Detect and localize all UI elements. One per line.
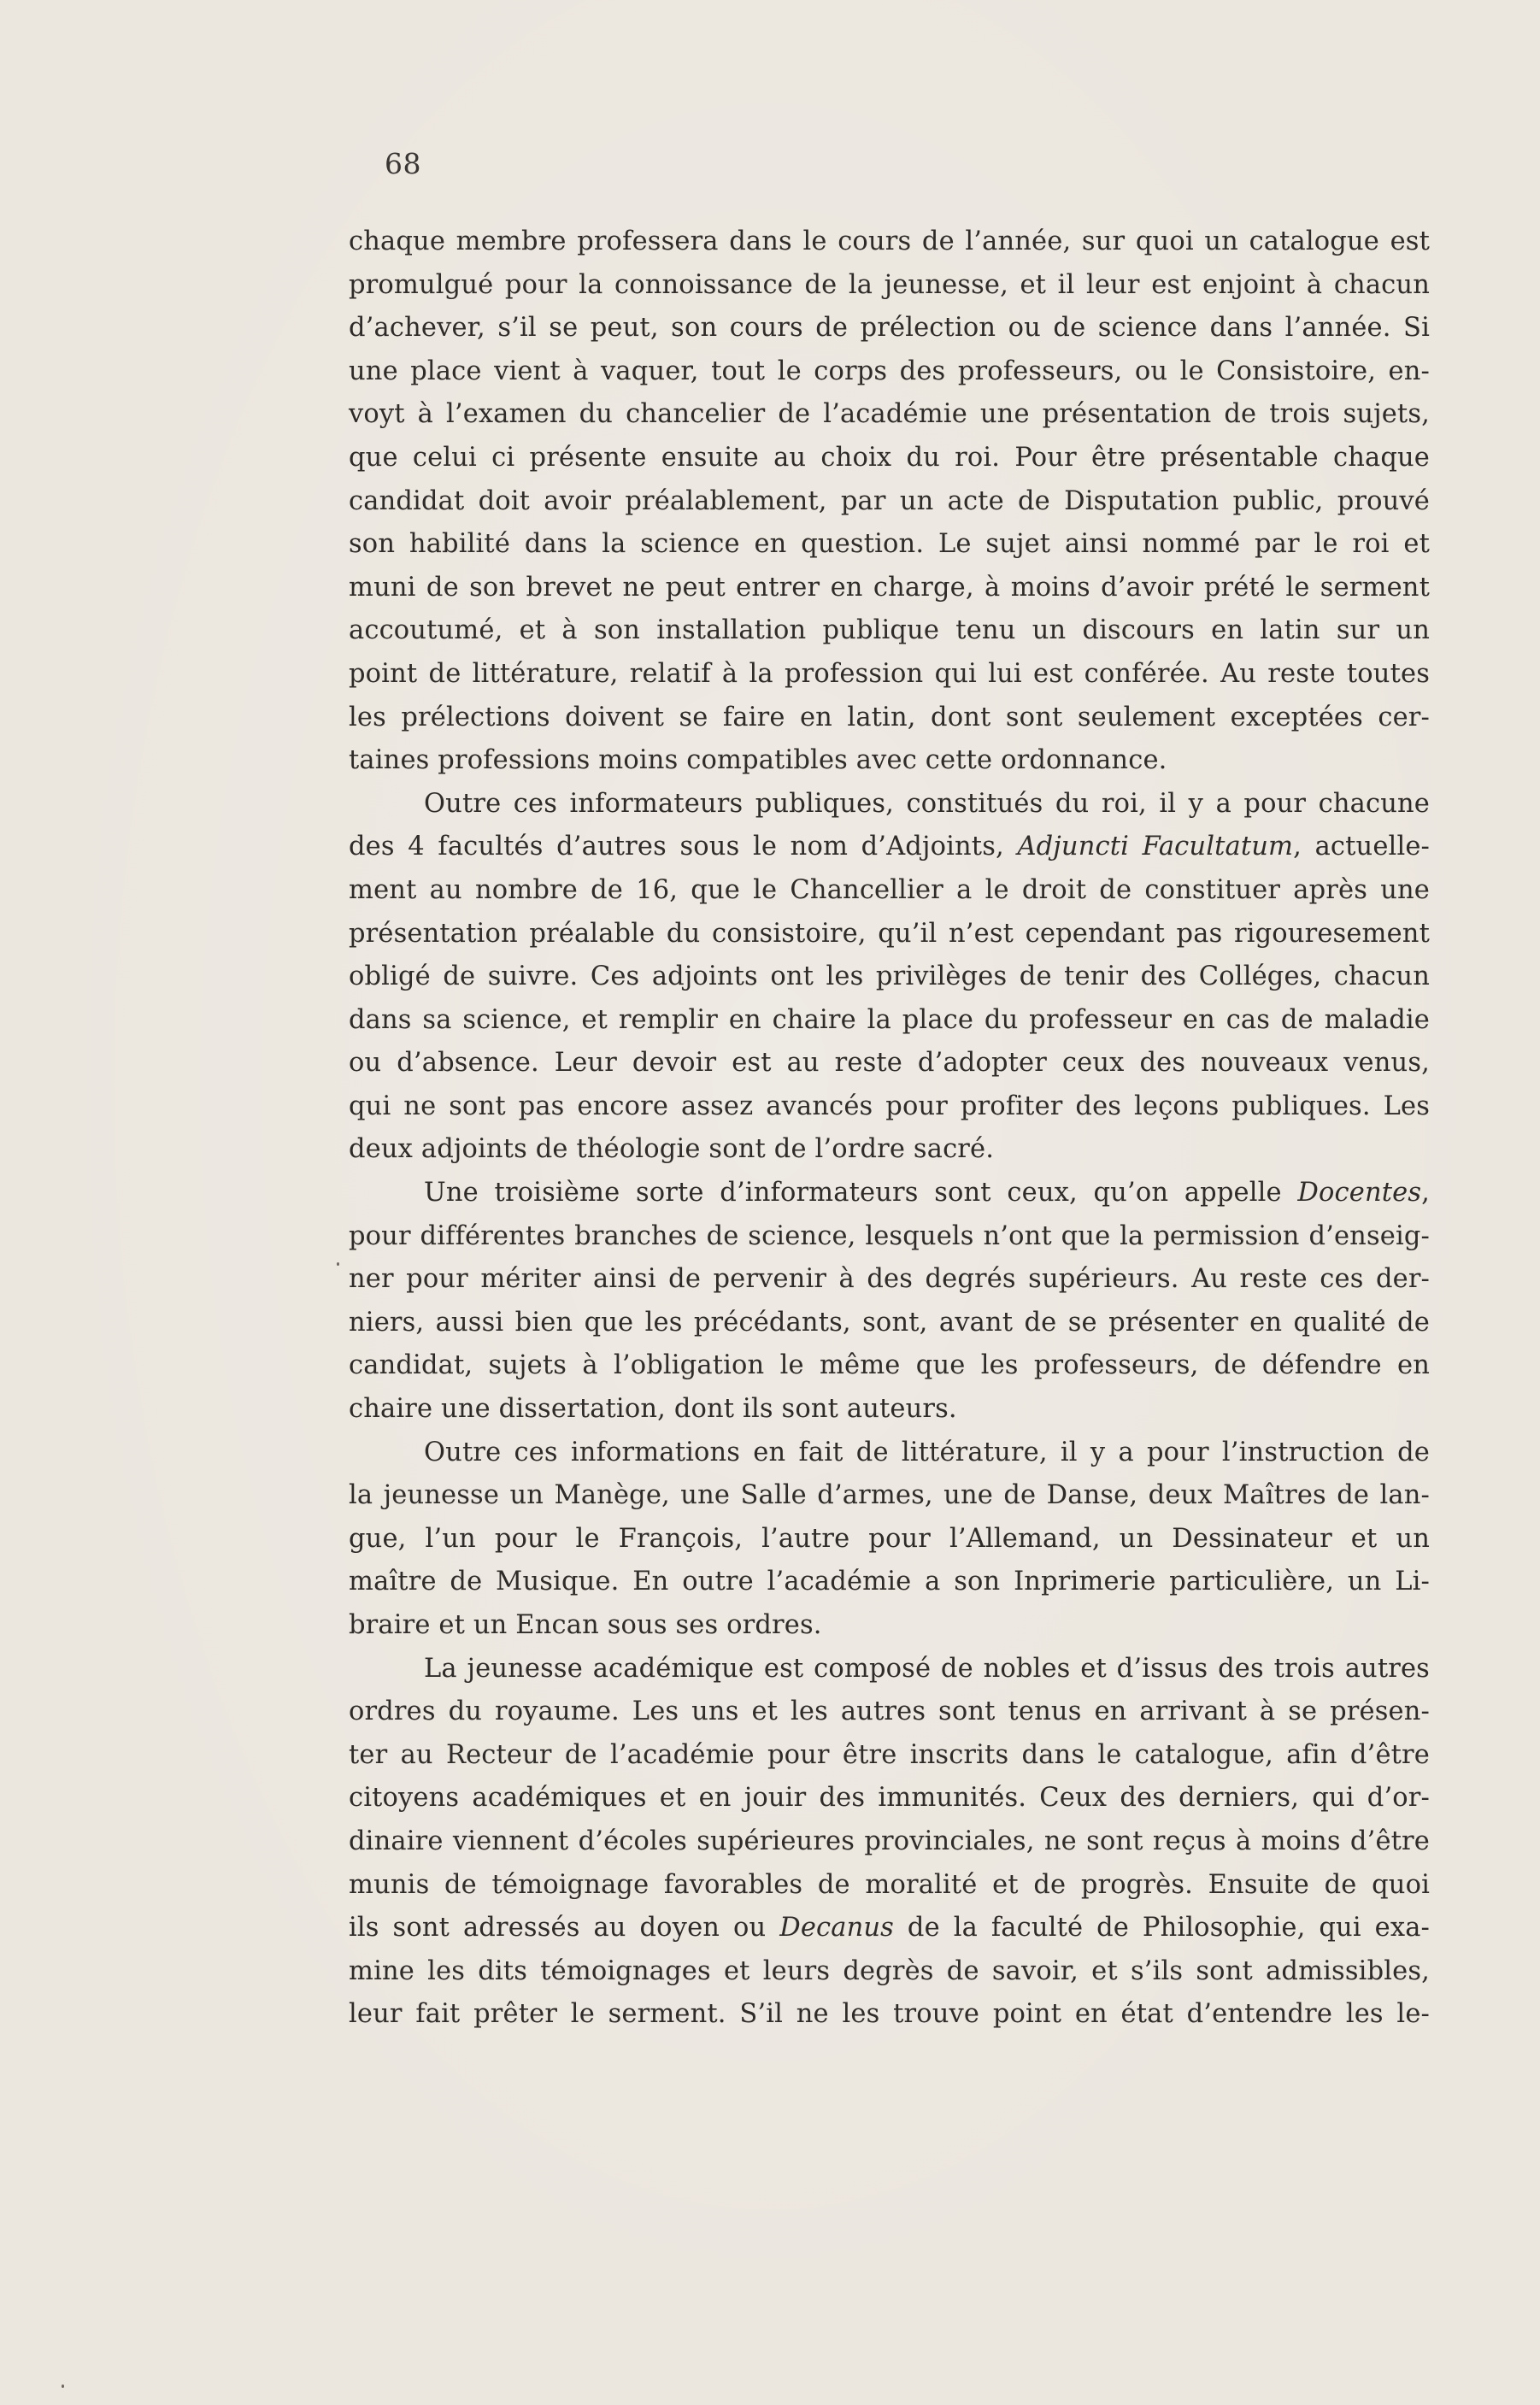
text-line: ment au nombre de 16, que le Chancellier a le droit de constituer après une (349, 874, 1430, 905)
text-line: que celui ci présente ensuite au choix du roi. Pour être présentable chaque (349, 442, 1430, 473)
text-line: deux adjoints de théologie sont de l’ordre sacré. (349, 1134, 995, 1165)
text-line: dinaire viennent d’écoles supérieures provinciales, ne sont reçus à moins d’être (349, 1826, 1430, 1856)
text-line: d’achever, s’il se peut, son cours de prélection ou de science dans l’année. Si (349, 313, 1430, 344)
paper-speck (62, 2384, 64, 2388)
text-line: présentation préalable du consistoire, qu’il n’est cependant pas rigouresement (349, 918, 1430, 949)
text-line: obligé de suivre. Ces adjoints ont les privilèges de tenir des Colléges, chacun (349, 961, 1430, 992)
text-line: promulgué pour la connoissance de la jeunesse, et il leur est enjoint à chacun (349, 269, 1430, 300)
text-line: point de littérature, relatif à la profession qui lui est conférée. Au reste toutes (349, 658, 1430, 689)
text-line: ter au Recteur de l’académie pour être inscrits dans le catalogue, afin d’être (349, 1739, 1430, 1770)
text-line: la jeunesse un Manège, une Salle d’armes, une de Danse, deux Maîtres de lan- (349, 1480, 1430, 1511)
body-text (349, 221, 1430, 2037)
text-line: voyt à l’examen du chancelier de l’académie une présentation de trois sujets, (349, 399, 1430, 430)
text-line: chaque membre professera dans le cours de l’année, sur quoi un catalogue est (349, 226, 1430, 256)
italic-term: Docentes (1297, 1178, 1422, 1208)
text-line: maître de Musique. En outre l’académie a son Inprimerie particulière, un Li- (349, 1567, 1430, 1597)
text-line: munis de témoignage favorables de moralité et de progrès. Ensuite de quoi (349, 1869, 1430, 1900)
text-line: accoutumé, et à son installation publique tenu un discours en latin sur un (349, 615, 1430, 646)
text-line: ou d’absence. Leur devoir est au reste d’adopter ceux des nouveaux venus, (349, 1048, 1430, 1079)
text-line: gue, l’un pour le François, l’autre pour l’Allemand, un Dessinateur et un (349, 1523, 1430, 1554)
text-line: une place vient à vaquer, tout le corps des professeurs, ou le Consistoire, en- (349, 356, 1430, 386)
text-line: muni de son brevet ne peut entrer en charge, à moins d’avoir prété le serment (349, 572, 1430, 603)
text-line: Outre ces informations en fait de littérature, il y a pour l’instruction de (424, 1437, 1430, 1467)
text-line: candidat doit avoir préalablement, par un acte de Disputation public, prouvé (349, 485, 1430, 516)
page-number: 68 (385, 147, 421, 180)
text-line: leur fait prêter le serment. S’il ne les trouve point en état d’entendre les le- (349, 1999, 1430, 2030)
text-line: taines professions moins compatibles avec cette ordonnance. (349, 745, 1167, 776)
text-line: braire et un Encan sous ses ordres. (349, 1610, 822, 1640)
italic-term: Adjuncti Facultatum (1017, 832, 1294, 862)
italic-term: Decanus (779, 1913, 894, 1943)
text-line: des 4 facultés d’autres sous le nom d’Adjoints, Adjuncti Facultatum, actuelle- (349, 832, 1430, 862)
text-line: qui ne sont pas encore assez avancés pour profiter des leçons publiques. Les (349, 1091, 1430, 1121)
text-line: Outre ces informateurs publiques, constitués du roi, il y a pour chacune (424, 788, 1430, 819)
text-line: dans sa science, et remplir en chaire la place du professeur en cas de maladie (349, 1004, 1430, 1035)
text-line: candidat, sujets à l’obligation le même que les professeurs, de défendre en (349, 1350, 1430, 1381)
text-line: La jeunesse académique est composé de nobles et d’issus des trois autres (424, 1653, 1430, 1684)
text-line: pour différentes branches de science, lesquels n’ont que la permission d’enseig- (349, 1220, 1430, 1251)
text-line: ils sont adressés au doyen ou Decanus de la faculté de Philosophie, qui exa- (349, 1913, 1430, 1943)
text-line: les prélections doivent se faire en latin, dont sont seulement exceptées cer- (349, 702, 1430, 732)
text-line: ordres du royaume. Les uns et les autres sont tenus en arrivant à se présen- (349, 1696, 1430, 1727)
text-line: ner pour mériter ainsi de pervenir à des degrés supérieurs. Au reste ces der- (349, 1264, 1430, 1295)
text-line: chaire une dissertation, dont ils sont auteurs. (349, 1394, 957, 1425)
text-line: son habilité dans la science en question. Le sujet ainsi nommé par le roi et (349, 529, 1430, 560)
text-line: niers, aussi bien que les précédants, sont, avant de se présenter en qualité de (349, 1307, 1430, 1338)
text-line: citoyens académiques et en jouir des immunités. Ceux des derniers, qui d’or- (349, 1783, 1430, 1814)
text-line: mine les dits témoignages et leurs degrès de savoir, et s’ils sont admissibles, (349, 1955, 1430, 1986)
paper-speck (337, 1262, 339, 1266)
text-line: Une troisième sorte d’informateurs sont ceux, qu’on appelle Docentes, (424, 1178, 1430, 1208)
